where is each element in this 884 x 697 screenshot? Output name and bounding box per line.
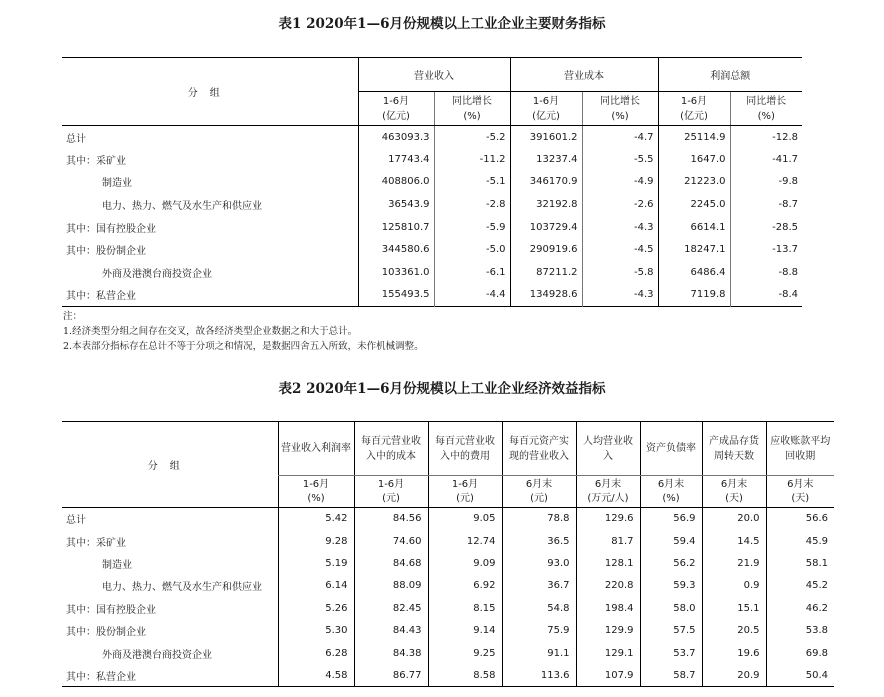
table-row [62,597,834,619]
table2-title: 表2 2020年1—6月份规模以上工业企业经济效益指标 [278,381,606,397]
value-cell: 54.8 [502,597,576,619]
unit-line: 6月末 [525,478,553,490]
row-label: 其中：国有控股企业 [66,223,156,235]
indicator-header: 营业收入利润率 [278,422,354,476]
value-cell: 84.38 [354,642,428,664]
value-cell: 128.1 [576,552,640,574]
value-cell: -2.6 [582,193,658,216]
value-cell: 6.28 [278,642,354,664]
value-cell: -4.3 [582,284,658,307]
value-cell: 84.43 [354,619,428,641]
value-cell: 45.9 [766,530,834,552]
note-item: 1.经济类型分组之间存在交叉，故各经济类型企业数据之和大于总计。 [63,326,358,337]
value-cell: 8.15 [428,597,502,619]
value-cell: 56.6 [766,508,834,530]
indicator-header: 每百元资产实现的营业收入 [502,422,576,476]
subheader-cell [358,92,434,126]
unit-line: (元) [382,492,400,504]
table1-body [62,126,802,307]
value-cell: 103729.4 [510,216,582,239]
value-cell: 74.60 [354,530,428,552]
subheader-cell [434,92,510,126]
indicator-unit [702,476,766,508]
value-cell: 4.58 [278,664,354,686]
value-cell: 25114.9 [658,126,730,149]
revenue-group-header: 营业收入 [358,58,510,92]
subheader-unit: (%) [611,111,629,122]
value-cell: 50.4 [766,664,834,686]
value-cell: 5.42 [278,508,354,530]
table-row [62,171,802,194]
value-cell: 290919.6 [510,238,582,261]
subheader-cell [658,92,730,126]
value-cell: -4.4 [434,284,510,307]
table1-title: 表1 2020年1—6月份规模以上工业企业主要财务指标 [278,16,606,32]
value-cell: -41.7 [730,148,802,171]
value-cell: -11.2 [434,148,510,171]
value-cell: 15.1 [702,597,766,619]
value-cell: -8.4 [730,284,802,307]
value-cell: 58.1 [766,552,834,574]
value-cell: 56.2 [640,552,702,574]
table-row [62,261,802,284]
row-label: 制造业 [102,559,132,571]
subheader-period: 1-6月 [382,96,410,107]
value-cell: 13237.4 [510,148,582,171]
indicator-unit [278,476,354,508]
row-label: 总计 [66,515,86,527]
row-label: 其中：采矿业 [66,155,126,167]
value-cell: 103361.0 [358,261,434,284]
value-cell: -6.1 [434,261,510,284]
value-cell: -5.2 [434,126,510,149]
unit-line: (%) [662,492,680,504]
value-cell: 78.8 [502,508,576,530]
unit-line: 6月末 [657,478,685,490]
row-label: 外商及港澳台商投资企业 [102,268,212,280]
value-cell: -4.5 [582,238,658,261]
value-cell: 6614.1 [658,216,730,239]
subheader-unit: (亿元) [532,111,560,122]
row-label: 其中：采矿业 [66,537,126,549]
value-cell: 6.92 [428,575,502,597]
value-cell: 59.4 [640,530,702,552]
row-label: 其中：私营企业 [66,291,136,303]
subheader-period: 同比增长 [452,96,492,107]
value-cell: 198.4 [576,597,640,619]
value-cell: 58.0 [640,597,702,619]
value-cell: 81.7 [576,530,640,552]
value-cell: 155493.5 [358,284,434,307]
value-cell: -28.5 [730,216,802,239]
indicator-unit [354,476,428,508]
value-cell: 75.9 [502,619,576,641]
row-label: 其中：股份制企业 [66,627,146,639]
value-cell: 408806.0 [358,171,434,194]
unit-line: (天) [791,492,810,504]
table-row [62,575,834,597]
value-cell: -8.8 [730,261,802,284]
unit-line: 6月末 [720,478,748,490]
subheader-cell [730,92,802,126]
value-cell: -8.7 [730,193,802,216]
value-cell: 1647.0 [658,148,730,171]
note-item: 2.本表部分指标存在总计不等于分项之和情况，是数据四舍五入所致，未作机械调整。 [63,341,424,352]
value-cell: 2245.0 [658,193,730,216]
value-cell: 129.9 [576,619,640,641]
value-cell: 9.28 [278,530,354,552]
group-column-header: 分组 [62,422,278,508]
value-cell: 53.8 [766,619,834,641]
value-cell: -5.8 [582,261,658,284]
value-cell: -5.1 [434,171,510,194]
value-cell: -4.9 [582,171,658,194]
efficiency-indicators-table [62,421,834,687]
value-cell: 57.5 [640,619,702,641]
value-cell: 125810.7 [358,216,434,239]
value-cell: 82.45 [354,597,428,619]
indicator-header: 每百元营业收入中的成本 [354,422,428,476]
subheader-cell [582,92,658,126]
value-cell: -4.3 [582,216,658,239]
indicator-header: 人均营业收入 [576,422,640,476]
value-cell: 32192.8 [510,193,582,216]
subheader-cell [510,92,582,126]
value-cell: 36.5 [502,530,576,552]
unit-line: (元) [530,492,548,504]
value-cell: 20.0 [702,508,766,530]
value-cell: 87211.2 [510,261,582,284]
unit-line: 1-6月 [377,478,405,490]
table-row [62,216,802,239]
row-label: 其中：股份制企业 [66,246,146,258]
value-cell: 93.0 [502,552,576,574]
value-cell: 20.9 [702,664,766,686]
unit-line: 1-6月 [451,478,479,490]
row-label: 其中：私营企业 [66,671,136,683]
value-cell: -5.9 [434,216,510,239]
indicator-header: 资产负债率 [640,422,702,476]
value-cell: -13.7 [730,238,802,261]
value-cell: 36543.9 [358,193,434,216]
value-cell: 9.14 [428,619,502,641]
value-cell: 9.09 [428,552,502,574]
value-cell: 344580.6 [358,238,434,261]
table-row [62,642,834,664]
row-label: 电力、热力、燃气及水生产和供应业 [102,582,262,594]
value-cell: 84.68 [354,552,428,574]
value-cell: 5.30 [278,619,354,641]
table-row [62,193,802,216]
indicator-header: 应收账款平均回收期 [766,422,834,476]
table-row [62,530,834,552]
row-label: 电力、热力、燃气及水生产和供应业 [102,201,262,213]
value-cell: 36.7 [502,575,576,597]
value-cell: 69.8 [766,642,834,664]
value-cell: 8.58 [428,664,502,686]
unit-line: (天) [725,492,743,504]
value-cell: 0.9 [702,575,766,597]
unit-line: 6月末 [787,478,814,490]
table-row [62,552,834,574]
value-cell: 12.74 [428,530,502,552]
subheader-unit: (亿元) [680,111,708,122]
indicator-unit [640,476,702,508]
value-cell: 5.26 [278,597,354,619]
value-cell: 59.3 [640,575,702,597]
indicator-header: 产成品存货周转天数 [702,422,766,476]
value-cell: 7119.8 [658,284,730,307]
cost-group-header: 营业成本 [510,58,658,92]
value-cell: 220.8 [576,575,640,597]
notes-heading: 注： [63,311,83,322]
value-cell: 45.2 [766,575,834,597]
table-row [62,619,834,641]
value-cell: -12.8 [730,126,802,149]
value-cell: 14.5 [702,530,766,552]
group-column-header: 分组 [62,58,358,126]
value-cell: 346170.9 [510,171,582,194]
value-cell: 6.14 [278,575,354,597]
subheader-unit: (亿元) [382,111,410,122]
indicator-unit [502,476,576,508]
row-label: 外商及港澳台商投资企业 [102,649,212,661]
value-cell: 391601.2 [510,126,582,149]
table2-body [62,508,834,687]
value-cell: 129.1 [576,642,640,664]
table-row [62,126,802,149]
value-cell: 5.19 [278,552,354,574]
value-cell: -2.8 [434,193,510,216]
value-cell: 91.1 [502,642,576,664]
subheader-period: 同比增长 [746,96,787,107]
header-name-row [62,422,834,476]
value-cell: 21223.0 [658,171,730,194]
table-row [62,148,802,171]
unit-line: 1-6月 [302,478,330,490]
value-cell: 46.2 [766,597,834,619]
row-label: 制造业 [102,178,132,190]
value-cell: -5.5 [582,148,658,171]
subheader-unit: (%) [757,111,775,122]
indicator-unit [576,476,640,508]
subheader-period: 1-6月 [680,96,708,107]
value-cell: 19.6 [702,642,766,664]
unit-line: (元) [456,492,474,504]
value-cell: 53.7 [640,642,702,664]
row-label: 其中：国有控股企业 [66,604,156,616]
value-cell: 21.9 [702,552,766,574]
table-row [62,238,802,261]
value-cell: -9.8 [730,171,802,194]
value-cell: -4.7 [582,126,658,149]
indicator-unit [766,476,834,508]
value-cell: 107.9 [576,664,640,686]
unit-line: 6月末 [594,478,622,490]
value-cell: 134928.6 [510,284,582,307]
value-cell: 17743.4 [358,148,434,171]
value-cell: 9.05 [428,508,502,530]
value-cell: -5.0 [434,238,510,261]
value-cell: 18247.1 [658,238,730,261]
value-cell: 86.77 [354,664,428,686]
table-row [62,508,834,530]
unit-line: (%) [307,492,325,504]
financial-indicators-table [62,57,802,307]
table-row [62,664,834,686]
subheader-period: 1-6月 [532,96,560,107]
indicator-unit [428,476,502,508]
value-cell: 9.25 [428,642,502,664]
value-cell: 84.56 [354,508,428,530]
value-cell: 56.9 [640,508,702,530]
value-cell: 88.09 [354,575,428,597]
value-cell: 58.7 [640,664,702,686]
unit-line: (万元/人) [587,492,629,504]
value-cell: 463093.3 [358,126,434,149]
subheader-unit: (%) [463,111,481,122]
row-label: 总计 [66,133,86,145]
value-cell: 6486.4 [658,261,730,284]
value-cell: 129.6 [576,508,640,530]
value-cell: 20.5 [702,619,766,641]
value-cell: 113.6 [502,664,576,686]
indicator-header: 每百元营业收入中的费用 [428,422,502,476]
table-row [62,284,802,307]
subheader-period: 同比增长 [600,96,640,107]
profit-group-header: 利润总额 [658,58,802,92]
